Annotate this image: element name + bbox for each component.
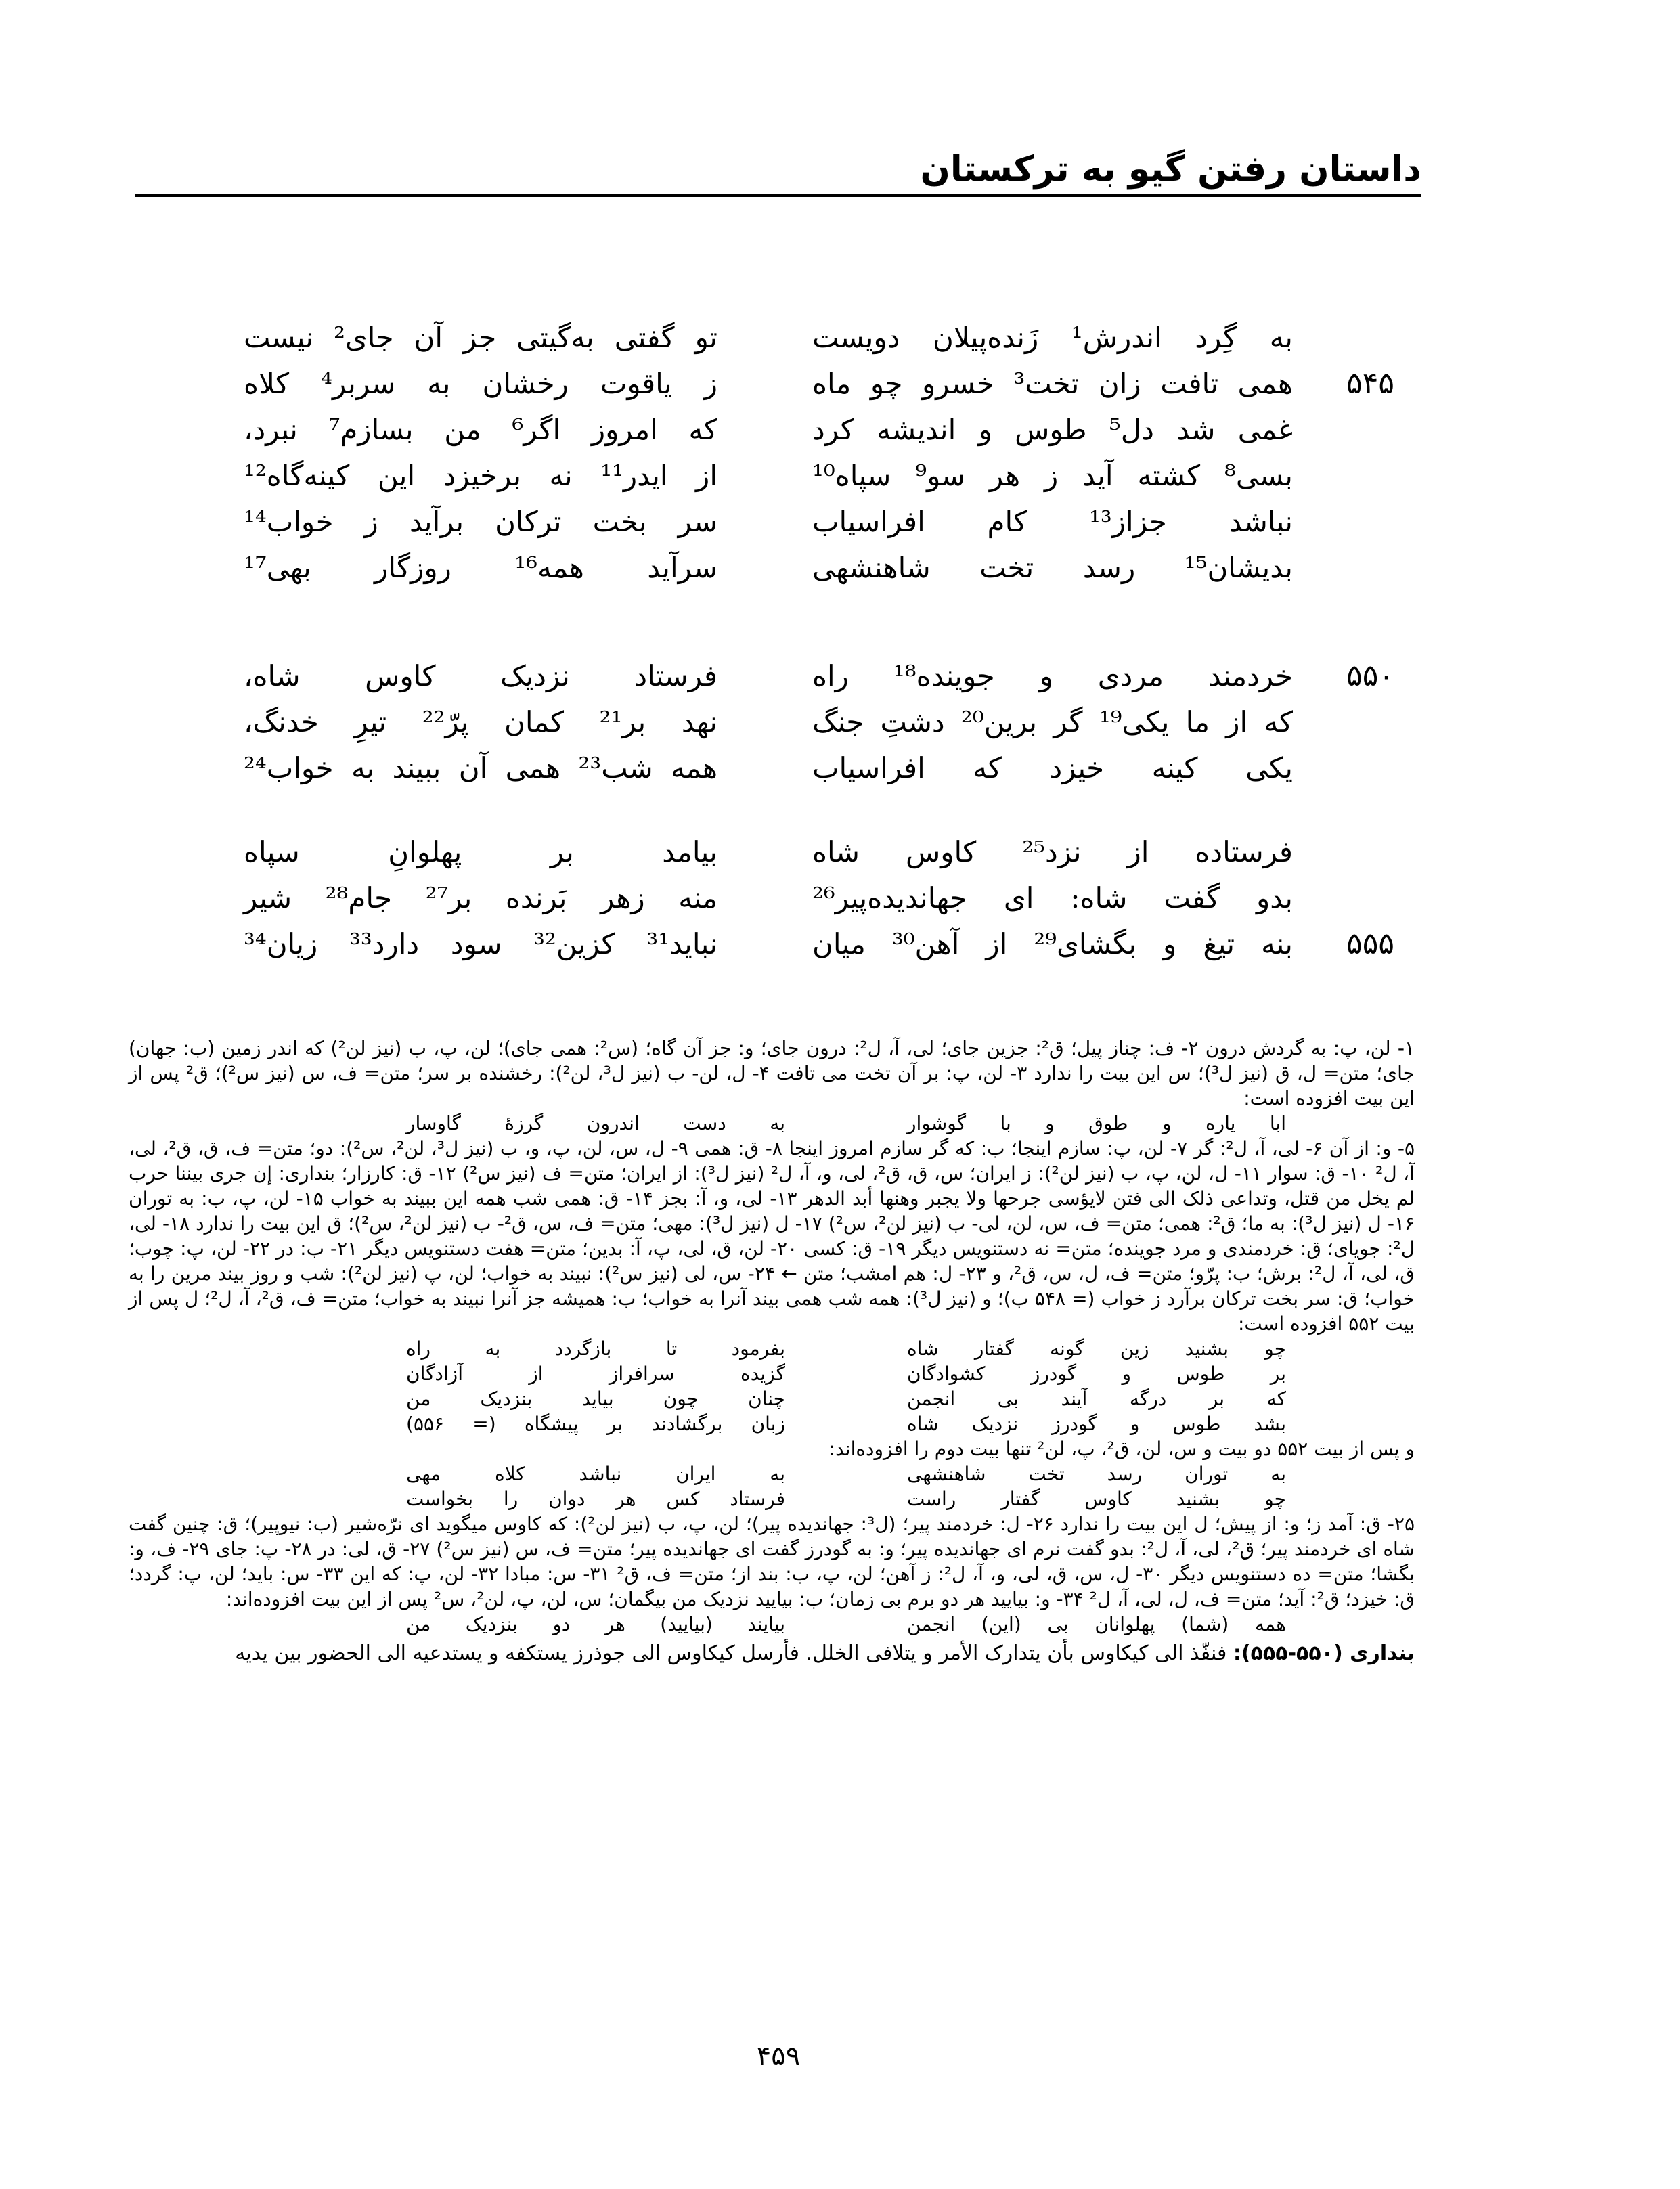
verse-couplet bbox=[230, 361, 1394, 407]
hemistich-first: بشد طوس و گودرز نزدیک شاه bbox=[907, 1413, 1286, 1435]
header-rule bbox=[135, 194, 1421, 197]
hemistich-first: خردمند مردی و جوینده¹⁸ راه bbox=[812, 659, 1294, 692]
hemistich-second: سر بخت ترکان برآید ز خواب¹⁴ bbox=[244, 505, 717, 538]
verse-couplet bbox=[230, 453, 1394, 499]
verse-couplet bbox=[230, 315, 1394, 361]
footnote-couplet bbox=[129, 1486, 1415, 1511]
hemistich-second: از ایدر¹¹ نه برخیزد این کینه‌گاه¹² bbox=[244, 459, 717, 492]
hemistich-first: فرستاده از نزد²⁵ کاوس شاه bbox=[812, 835, 1293, 868]
hemistich-first: که از ما یکی¹⁹ گر برین²⁰ دشتِ جنگ bbox=[812, 705, 1293, 738]
hemistich-first: بدیشان¹⁵ رسد تخت شاهنشهی bbox=[812, 551, 1293, 584]
footnote-couplet bbox=[129, 1361, 1415, 1386]
verse-couplet bbox=[230, 407, 1394, 453]
footnote-para-2: ۵- و: از آن ۶- لی، آ، ل²: گر ۷- لن، پ: سازم اینجا؛ ب: که گر سازم امروز اینجا ۸- ق: همی ۹- ل، س، لن، پ، و، ب (نیز ل³، لن²، س²): دو؛ متن= ف، ق، ق²، لی، آ، ل² ۱۰- ق: سوار ۱۱- ل، لن، پ، ب (نیز لن²): ز ایران؛ س، ق، ق²، لی، و، آ، ل² (نیز ل³): از ایران؛ متن= ف (نیز س²) ۱۲- ق: کارزار؛ بنداری: إن جری بیننا حرب لم یخل من قتل، وتداعی ذلک الی فتن لایؤسی جرحها ولا یجبر وهنها أبد الدهر ۱۳- لی، و، آ: بجز ۱۴- ق: همی شب همه این ببیند به خواب ۱۵- لن، پ، ب: به توران ۱۶- ل (نیز ل³): به ما؛ ق²: همی؛ متن= ف، س، لن، لی- ب (نیز لن²، س²) ۱۷- ل (نیز ل³): مهی؛ متن= ف، س، ق²- ب (نیز لن²، س²)؛ ق این بیت را ندارد ۱۸- لی، ل²: جویای؛ ق: خردمندی و مرد جوینده؛ متن= نه دستنویس دیگر ۱۹- ق: کسی ۲۰- لن، ق، لی، پ، آ: بدین؛ متن= هفت دستنویس دیگر ۲۱- ب: در ۲۲- لن، پ: چوب؛ ق، لی، آ، ل²: برش؛ ب: پرّو؛ متن= ف، ل، س، ق²، و ۲۳- ل: هم امشب؛ متن ← ۲۴- س، لی (نیز س²): نبیند به خواب؛ لن، پ (نیز لن²): شب و روز بیند مرین را به خواب؛ ق: سر بخت ترکان برآرد ز خواب (= ۵۴۸ ب)؛ و (نیز ل³): همه شب همی بیند آنرا به خواب؛ ب: همیشه جز آنرا نبیند به خواب؛ متن= ف، ق²، آ، ل²؛ ل پس از بیت ۵۵۲ افزوده است: bbox=[129, 1137, 1415, 1335]
hemistich-second: چنان چون بیاید بنزدیک من bbox=[406, 1388, 785, 1410]
verse-couplet bbox=[230, 699, 1394, 745]
hemistich-first: همه (شما) پهلوانان بی (این) انجمن bbox=[907, 1613, 1286, 1635]
hemistich-first: نباشد جزاز¹³ کام افراسیاب bbox=[812, 505, 1293, 538]
verse-number: ۵۴۵ bbox=[1346, 366, 1394, 401]
verse-couplet bbox=[230, 829, 1394, 875]
hemistich-second: که امروز اگر⁶ من بسازم⁷ نبرد، bbox=[244, 413, 717, 446]
verse-couplet bbox=[230, 545, 1394, 591]
hemistich-second: به ایران نباشد کلاه مهی bbox=[406, 1463, 785, 1485]
bondari-text: فنفّذ الی کیکاوس بأن یتدارک الأمر و یتلافی الخلل. فأرسل کیکاوس الی جوذرز یستکفه و یستدعیه الی الحضور بین یدیه bbox=[235, 1641, 1227, 1665]
footnote-couplet bbox=[129, 1336, 1415, 1361]
footnote-couplets-group-2 bbox=[129, 1461, 1415, 1511]
hemistich-second: منه زهر بَرنده بر²⁷ جام²⁸ شیر bbox=[244, 881, 717, 914]
hemistich-second: گزیده سرافراز از آزادگان bbox=[406, 1363, 785, 1385]
footnote-para-1: ۱- لن، پ: به گردش درون ۲- ف: چناز پیل؛ ق²: جزین جای؛ لی، آ، ل²: درون جای؛ و: جز آن گاه؛ (س²: همی جای)؛ لن، پ، ب (نیز لن²) که اندر زمین (ب: جهان) جای؛ متن= ل، ق (نیز ل³)؛ س این بیت را ندارد ۳- لن، پ: بر آن تخت می تافت ۴- ل، لن- ب (نیز ل³، لن²): رخشنده بر سر؛ متن= ف، س (نیز س²)؛ ق² پس از این بیت افزوده است: bbox=[129, 1037, 1415, 1109]
hemistich-second: فرستاد نزدیک کاوس شاه، bbox=[244, 659, 717, 692]
verse-number: ۵۵۵ bbox=[1346, 927, 1394, 961]
chapter-title: داستان رفتن گیو به ترکستان bbox=[920, 149, 1421, 190]
verse-couplet bbox=[230, 745, 1394, 791]
hemistich-first: ابا یاره و طوق و با گوشوار bbox=[907, 1112, 1286, 1134]
verse-number: ۵۵۰ bbox=[1346, 659, 1394, 693]
footnote-couplet bbox=[129, 1111, 1415, 1136]
hemistich-first: چو بشنید زین گونه گفتار شاه bbox=[907, 1337, 1286, 1360]
hemistich-first: غمی شد دل⁵ طوس و اندیشه کرد bbox=[812, 413, 1293, 446]
hemistich-second: بیایند (بیایید) هر دو بنزدیک من bbox=[406, 1613, 785, 1635]
stanza bbox=[230, 653, 1394, 791]
verse-couplet bbox=[230, 875, 1394, 921]
hemistich-second: بفرمود تا بازگردد به راه bbox=[406, 1337, 785, 1360]
hemistich-second: سرآید همه¹⁶ روزگار بهی¹⁷ bbox=[244, 551, 717, 584]
hemistich-second: تو گفتی به‌گیتی جز آن جای² نیست bbox=[244, 321, 717, 354]
stanza bbox=[230, 829, 1394, 967]
hemistich-first: به گِرد اندرش¹ زَنده‌پیلان دویست bbox=[812, 321, 1293, 354]
page-number: ۴۵۹ bbox=[756, 2041, 801, 2072]
running-header bbox=[135, 146, 1421, 200]
hemistich-first: بدو گفت شاه: ای جهاندیده‌پیر²⁶ bbox=[812, 881, 1293, 914]
stanza bbox=[230, 315, 1394, 591]
footnote-couplet bbox=[129, 1612, 1415, 1637]
hemistich-second: ز یاقوت رخشان به سربر⁴ کلاه bbox=[244, 367, 717, 400]
hemistich-first: چو بشنید کاوس گفتار راست bbox=[907, 1488, 1286, 1510]
hemistich-first: بسی⁸ کشته آید ز هر سو⁹ سپاه¹⁰ bbox=[812, 459, 1293, 492]
verse-couplet bbox=[230, 653, 1394, 699]
bondari-note bbox=[129, 1641, 1415, 1666]
hemistich-first: به توران رسد تخت شاهنشهی bbox=[907, 1463, 1286, 1485]
hemistich-second: زبان برگشادند بر پیشگاه (= ۵۵۶) bbox=[406, 1413, 785, 1435]
footnote-para-4: ۲۵- ق: آمد ز؛ و: از پیش؛ ل این بیت را ندارد ۲۶- ل: خردمند پیر؛ (ل³: جهاندیده پیر)؛ لن، پ، ب (نیز لن²): که کاوس میگوید ای نرّه‌شیر (ب: نیوپیر)؛ ق: چنین گفت شاه ای خردمند پیر؛ ق²، لی، آ، ل²: بدو گفت نرم ای جهاندیده پیر؛ و: به گودرز گفت ای جهاندیده پیر؛ متن= ف، س (نیز س²) ۲۷- ق، لی: در ۲۸- پ: جای ۲۹- ف، و: بگشا؛ متن= ده دستنویس دیگر ۳۰- ل، س، ق، لی، و، آ، ل²: ز آهن؛ لن، پ، ب: بند از؛ متن= ف، ق² ۳۱- س: مبادا ۳۲- لن، پ: که این ۳۳- س: باید؛ لن، پ: گردد؛ ق: خیزد؛ ق²: آید؛ متن= ف، ل، لی، آ، ل² ۳۴- و: بیایید هر دو برم بی زمان؛ ب: بیایید نزدیک من بیگمان؛ س، لن، پ، لن²، س² پس از این بیت افزوده‌اند: bbox=[129, 1513, 1415, 1610]
bondari-label: بنداری (۵۵۰-۵۵۵): bbox=[1233, 1641, 1415, 1665]
hemistich-second: همه شب²³ همی آن ببیند به خواب²⁴ bbox=[244, 751, 717, 784]
verse-couplet bbox=[230, 499, 1394, 545]
hemistich-first: همی تافت زان تخت³ خسرو چو ماه bbox=[812, 367, 1293, 400]
footnote-couplet bbox=[129, 1411, 1415, 1436]
verse-couplet bbox=[230, 921, 1394, 967]
footnote-couplet bbox=[129, 1461, 1415, 1486]
footnote-couplet bbox=[129, 1386, 1415, 1411]
hemistich-first: بنه تیغ و بگشای²⁹ از آهن³⁰ میان bbox=[812, 927, 1293, 960]
hemistich-second: بیامد بر پهلوانِ سپاه bbox=[244, 835, 717, 868]
hemistich-second: به دست اندرون گرزهٔ گاوسار bbox=[406, 1112, 785, 1134]
hemistich-first: یکی کینه خیزد که افراسیاب bbox=[812, 751, 1293, 784]
footnote-couplets-group-1 bbox=[129, 1336, 1415, 1436]
footnote-para-3: و پس از بیت ۵۵۲ دو بیت و س، لن، ق²، پ، لن² تنها بیت دوم را افزوده‌اند: bbox=[828, 1438, 1415, 1460]
hemistich-second: نباید³¹ کزین³² سود دارد³³ زیان³⁴ bbox=[244, 927, 718, 960]
hemistich-second: فرستاد کس هر دوان را بخواست bbox=[406, 1488, 785, 1510]
hemistich-first: که بر درگه آیند بی انجمن bbox=[907, 1388, 1286, 1410]
hemistich-first: بر طوس و گودرز کشوادگان bbox=[907, 1363, 1286, 1385]
hemistich-second: نهد بر²¹ کمان پرّ²² تیرِ خدنگ، bbox=[244, 705, 717, 738]
footnotes bbox=[129, 1036, 1415, 1666]
